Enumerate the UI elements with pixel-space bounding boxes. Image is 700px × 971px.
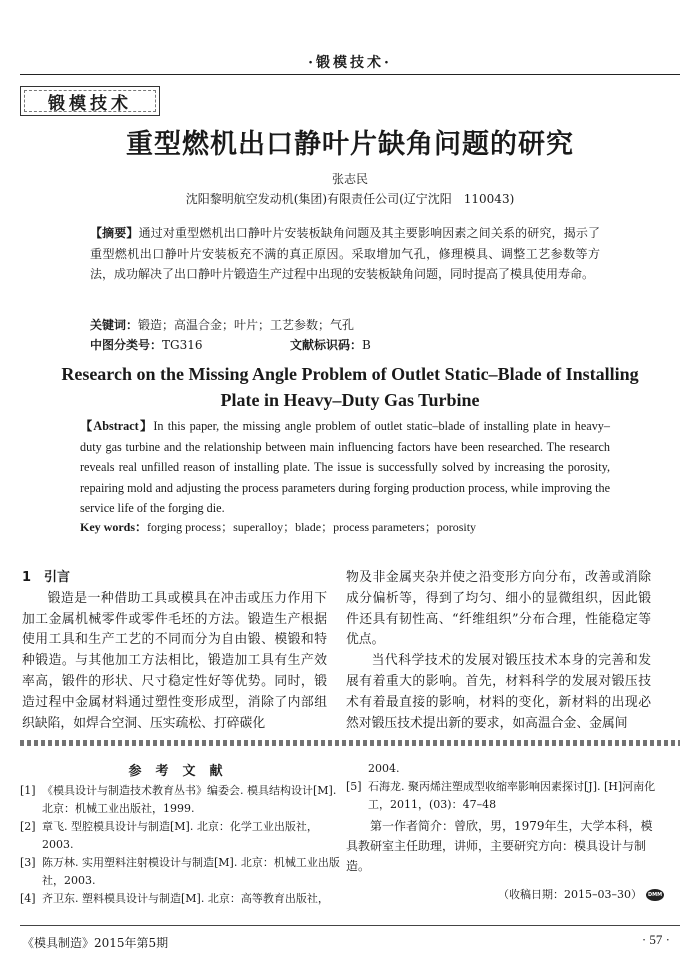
references-title: 参考文献: [128, 764, 237, 779]
author: 张志民: [331, 172, 368, 186]
journal-section-header: ·锻模技术·: [308, 55, 392, 71]
reference-number: [1]: [20, 784, 36, 797]
abstract-cn: [90, 223, 600, 285]
footer-rule: [20, 925, 680, 926]
reference-number: [4]: [20, 892, 36, 905]
reference-number: [3]: [20, 856, 36, 869]
body-paragraph: 物及非金属夹杂并使之沿变形方向分布，改善或消除成分偏析等，得到了均匀、细小的显微组织，因此锻件还具有韧性高、“纤维组织”分布合理，性能稳定等优点。: [346, 570, 651, 648]
references-list-right: [346, 760, 664, 904]
abstract-cn-label: 【摘要】: [90, 226, 139, 240]
clc-label: 中图分类号：: [90, 338, 163, 352]
body-column-left: [22, 568, 327, 734]
doc-code-value: B: [362, 338, 371, 352]
paper-title-cn: 重型燃机出口静叶片缺角问题的研究: [126, 129, 574, 160]
reference-text: 石海龙. 聚丙烯注塑成型收缩率影响因素探讨[J]. [H]河南化工，2011，(03)：47–48: [368, 780, 656, 811]
section-tag: [20, 86, 160, 116]
body-column-right: [346, 568, 651, 734]
keywords-cn-text: 锻造；高温合金；叶片；工艺参数；气孔: [138, 318, 355, 332]
reference-item: [20, 818, 340, 854]
reference-text: 《模具设计与制造技术教育丛书》编委会. 模具结构设计[M]. 北京：机械工业出版社，1999.: [42, 784, 337, 815]
keywords-cn-label: 关键词：: [90, 318, 139, 332]
page-number: · 57 ·: [641, 932, 670, 947]
header-rule: [20, 74, 680, 75]
reference-text: 陈万林. 实用塑料注射模设计与制造[M]. 北京：机械工业出版社，2003.: [42, 856, 340, 887]
abstract-cn-text: 通过对重型燃机出口静叶片安装板缺角问题及其主要影响因素之间关系的研究，揭示了重型燃机出口静叶片安装板充不满的真正原因。采取增加气孔，修理模具、调整工艺参数等方法，成功解决了出口静叶片锻造生产过程中出现的安装板缺角问题，同时提高了模具使用寿命。: [90, 226, 600, 281]
section-1-heading: 1 引言: [22, 570, 71, 585]
abstract-en: [80, 416, 610, 519]
reference-item: [346, 778, 664, 814]
doc-code: [290, 336, 371, 353]
author-bio: 第一作者简介：曾欣，男，1979年生，大学本科，模具教研室主任助理，讲师，主要研究方向：模具设计与制造。: [346, 819, 653, 873]
abstract-en-text: In this paper, the missing angle problem of outlet static–blade of installing plate in heavy–duty gas turbine and the relationship between main influencing factors have been researched. The research reveals real unfilled reason of installing plate. The issue is successfully solved by increasing the porosity, repairing mold and adjusting the process parameters during forging production process, while improving the service life of the forging die.: [80, 419, 610, 515]
abstract-en-label: 【Abstract】: [80, 419, 154, 433]
keywords-en-text: forging process；superalloy；blade；process parameters；porosity: [147, 520, 477, 534]
reference-number: [5]: [346, 780, 362, 793]
reference-continuation: 2004.: [368, 762, 400, 775]
journal-logo-icon: DMM: [646, 889, 664, 901]
references-divider: [20, 740, 680, 746]
footer-journal: 《模具制造》2015年第5期: [22, 936, 169, 950]
reference-text: 齐卫东. 塑料模具设计与制造[M]. 北京：高等教育出版社，: [42, 892, 329, 905]
reference-item: [20, 782, 340, 818]
references-list-left: [20, 782, 340, 908]
reference-number: [2]: [20, 820, 36, 833]
section-tag-border: [24, 90, 156, 112]
clc-number: [90, 336, 290, 353]
reference-text: 章飞. 型腔模具设计与制造[M]. 北京：化学工业出版社，2003.: [42, 820, 318, 851]
received-date-row: [346, 886, 664, 904]
classification-row: [90, 336, 600, 353]
body-paragraph: 当代科学技术的发展对锻压技术本身的完善和发展有着重大的影响。首先，材料科学的发展对锻压技术有着最直接的影响，材料的变化，新材料的出现必然对锻压技术提出新的要求，如高温合金、金属间: [346, 653, 651, 731]
keywords-cn: [90, 316, 600, 333]
reference-item: [20, 890, 340, 908]
keywords-en-label: Key words：: [80, 520, 147, 534]
received-date: （收稿日期：2015–03–30）: [498, 888, 642, 901]
keywords-en: [80, 518, 610, 535]
doc-code-label: 文献标识码：: [290, 338, 363, 352]
clc-value: TG316: [162, 338, 203, 352]
reference-item: [20, 854, 340, 890]
affiliation: 沈阳黎明航空发动机(集团)有限责任公司(辽宁沈阳 110043): [185, 192, 515, 206]
paper-title-en: Research on the Missing Angle Problem of Outlet Static–Blade of Installing Plate in Heavy–Duty Gas Turbine: [61, 364, 639, 410]
body-paragraph: 锻造是一种借助工具或模具在冲击或压力作用下加工金属机械零件或零件毛坯的方法。锻造生产根据使用工具和生产工艺的不同而分为自由锻、模锻和特种锻造。与其他加工方法相比，锻造加工具有生产效率高，锻件的形状、尺寸稳定性好等优势。同时，锻造过程中金属材料通过塑性变形成型，消除了内部组织缺陷，如焊合空洞、压实疏松、打碎碳化: [22, 590, 327, 731]
section-tag-label: 锻模技术: [48, 93, 132, 114]
